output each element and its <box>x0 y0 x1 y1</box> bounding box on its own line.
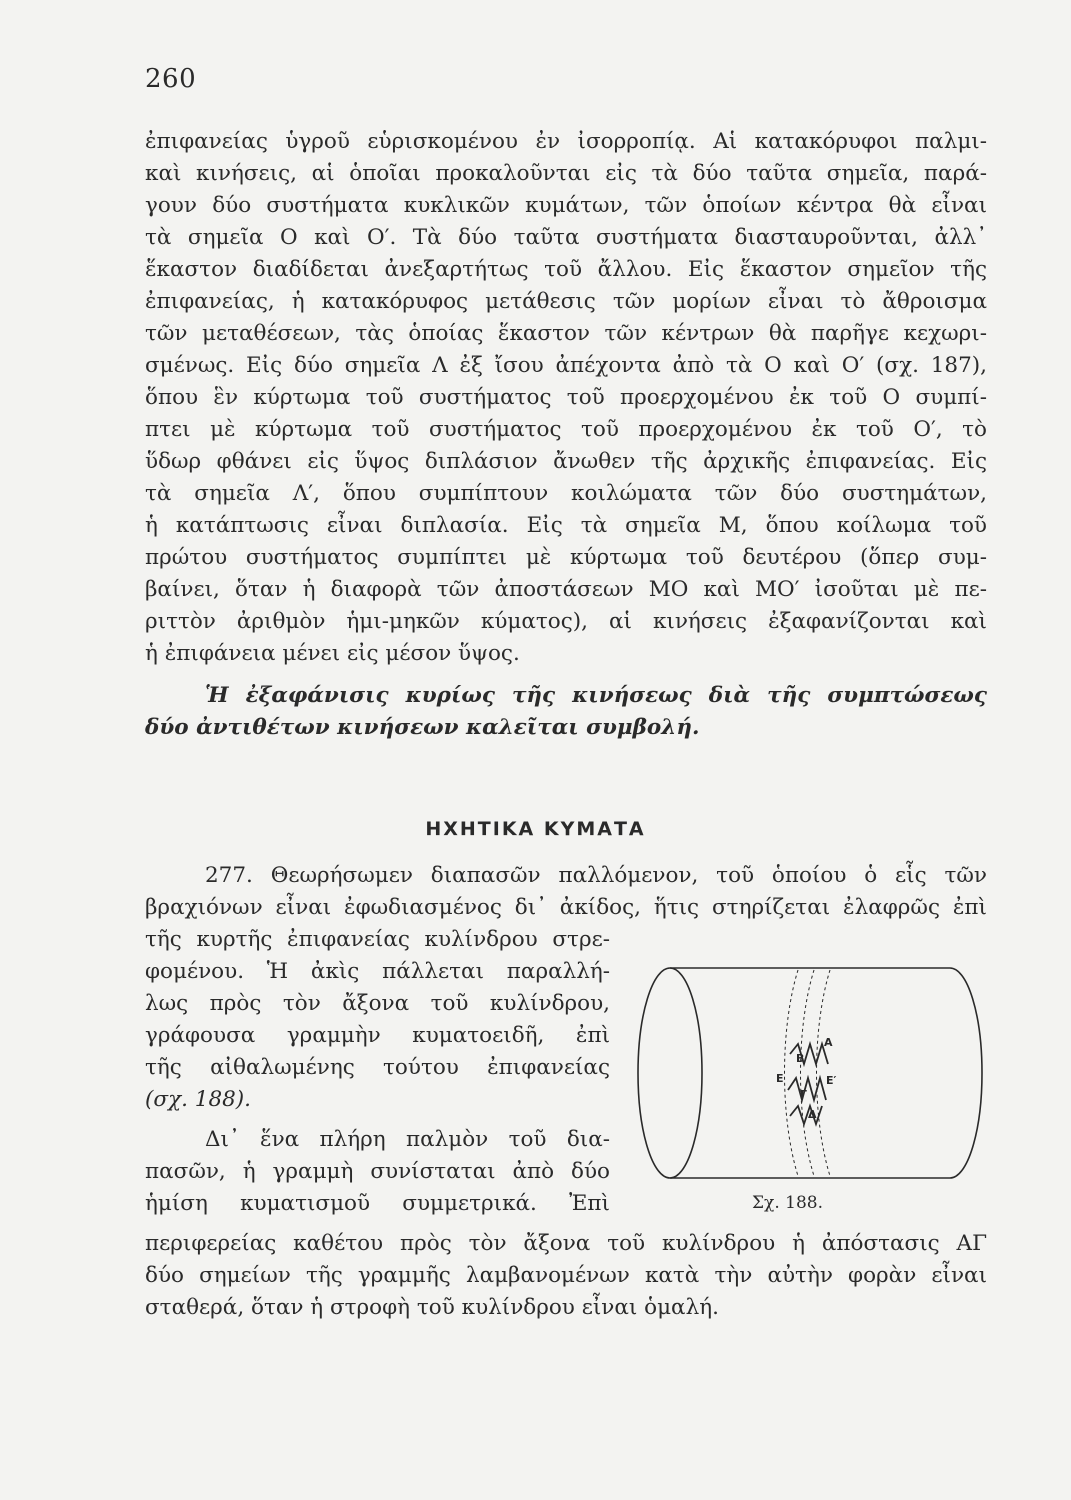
definition-line: Ἡ ἐξαφάνισις κυρίως τῆς κινήσεως διὰ τῆς συμπτώσεως <box>205 683 987 708</box>
text-line: πτει μὲ κύρτωμα τοῦ συστήματος τοῦ προερχομένου ἐκ τοῦ Ο′, τὸ <box>145 417 987 442</box>
text-line: γουν δύο συστήματα κυκλικῶν κυμάτων, τῶν ὁποίων κέντρα θὰ εἶναι <box>145 193 987 218</box>
text-line: ἡ κατάπτωσις εἶναι διπλασία. Εἰς τὰ σημεῖα Μ, ὅπου κοίλωμα τοῦ <box>145 513 987 538</box>
text-line: πασῶν, ἡ γραμμὴ συνίσταται ἀπὸ δύο <box>145 1159 610 1184</box>
text-line: καὶ κινήσεις, αἱ ὁποῖαι προκαλοῦνται εἰς τὰ δύο ταῦτα σημεῖα, παρά- <box>145 161 987 186</box>
label-e: Ε <box>776 1072 784 1085</box>
text-line: τὰ σημεῖα Ο καὶ Ο′. Τὰ δύο ταῦτα συστήματα διασταυροῦνται, ἀλλ᾽ <box>145 225 987 250</box>
page-number: 260 <box>145 64 197 94</box>
text-line: σμένως. Εἰς δύο σημεῖα Λ ἐξ ἴσου ἀπέχοντα ἀπὸ τὰ Ο καὶ Ο′ (σχ. 187), <box>145 353 987 378</box>
text-line: τῆς κυρτῆς ἐπιφανείας κυλίνδρου στρε- <box>145 927 610 952</box>
text-line: (σχ. 188). <box>145 1087 252 1112</box>
label-d: Δ <box>808 1108 817 1121</box>
figure-188 <box>630 958 990 1188</box>
text-line: τῶν μεταθέσεων, τὰς ὁποίας ἕκαστον τῶν κέντρων θὰ παρῆγε κεχωρι- <box>145 321 987 346</box>
text-line: φομένου. Ἡ ἀκὶς πάλλεται παραλλή- <box>145 959 610 984</box>
label-e-prime: Ε′ <box>826 1074 837 1087</box>
text-line: γράφουσα γραμμὴν κυματοειδῆ, ἐπὶ <box>145 1023 610 1048</box>
definition-line: δύο ἀντιθέτων κινήσεων καλεῖται συμβολή. <box>145 715 700 740</box>
label-b: Β <box>796 1052 805 1065</box>
label-a: Α <box>824 1036 833 1049</box>
text-line: λως πρὸς τὸν ἄξονα τοῦ κυλίνδρου, <box>145 991 610 1016</box>
text-line: δύο σημείων τῆς γραμμῆς λαμβανομένων κατὰ τὴν αὐτὴν φορὰν εἶναι <box>145 1263 987 1288</box>
text-line: τῆς αἰθαλωμένης τούτου ἐπιφανείας <box>145 1055 610 1080</box>
text-line: ριττὸν ἀριθμὸν ἡμι-μηκῶν κύματος), αἱ κινήσεις ἐξαφανίζονται καὶ <box>145 609 987 634</box>
section-heading: ΗΧΗΤΙΚΑ ΚΥΜΑΤΑ <box>425 818 646 840</box>
text-line: ἡμίση κυματισμοῦ συμμετρικά. Ἐπὶ <box>145 1191 610 1216</box>
text-line: περιφερείας καθέτου πρὸς τὸν ἄξονα τοῦ κυλίνδρου ἡ ἀπόστασις ΑΓ <box>145 1231 987 1256</box>
text-line: ἕκαστον διαδίδεται ἀνεξαρτήτως τοῦ ἄλλου. Εἰς ἕκαστον σημεῖον τῆς <box>145 257 987 282</box>
text-line: σταθερά, ὅταν ἡ στροφὴ τοῦ κυλίνδρου εἶναι ὁμαλή. <box>145 1295 719 1320</box>
text-line: πρώτου συστήματος συμπίπτει μὲ κύρτωμα τοῦ δευτέρου (ὅπερ συμ- <box>145 545 987 570</box>
text-line: βραχιόνων εἶναι ἐφωδιασμένος δι᾽ ἀκίδος, ἥτις στηρίζεται ἐλαφρῶς ἐπὶ <box>145 895 987 920</box>
text-line: ἐπιφανείας, ἡ κατακόρυφος μετάθεσις τῶν μορίων εἶναι τὸ ἄθροισμα <box>145 289 987 314</box>
text-line: Δι᾽ ἕνα πλήρη παλμὸν τοῦ δια- <box>205 1127 610 1152</box>
figure-caption: Σχ. 188. <box>752 1193 823 1213</box>
text-line: 277. Θεωρήσωμεν διαπασῶν παλλόμενον, τοῦ ὁποίου ὁ εἷς τῶν <box>205 863 987 888</box>
text-line: τὰ σημεῖα Λ′, ὅπου συμπίπτουν κοιλώματα τῶν δύο συστημάτων, <box>145 481 987 506</box>
text-line: ἐπιφανείας ὑγροῦ εὑρισκομένου ἐν ἰσορροπίᾳ. Αἱ κατακόρυφοι παλμι- <box>145 129 987 154</box>
label-g: Γ <box>800 1088 808 1101</box>
cylinder-drawing <box>630 958 990 1188</box>
text-line: ἡ ἐπιφάνεια μένει εἰς μέσον ὕψος. <box>145 641 520 666</box>
text-line: ὅπου ἓν κύρτωμα τοῦ συστήματος τοῦ προερχομένου ἐκ τοῦ Ο συμπί- <box>145 385 987 410</box>
text-line: βαίνει, ὅταν ἡ διαφορὰ τῶν ἀποστάσεων ΜΟ καὶ ΜΟ′ ἰσοῦται μὲ πε- <box>145 577 987 602</box>
text-line: ὕδωρ φθάνει εἰς ὕψος διπλάσιον ἄνωθεν τῆς ἀρχικῆς ἐπιφανείας. Εἰς <box>145 449 987 474</box>
